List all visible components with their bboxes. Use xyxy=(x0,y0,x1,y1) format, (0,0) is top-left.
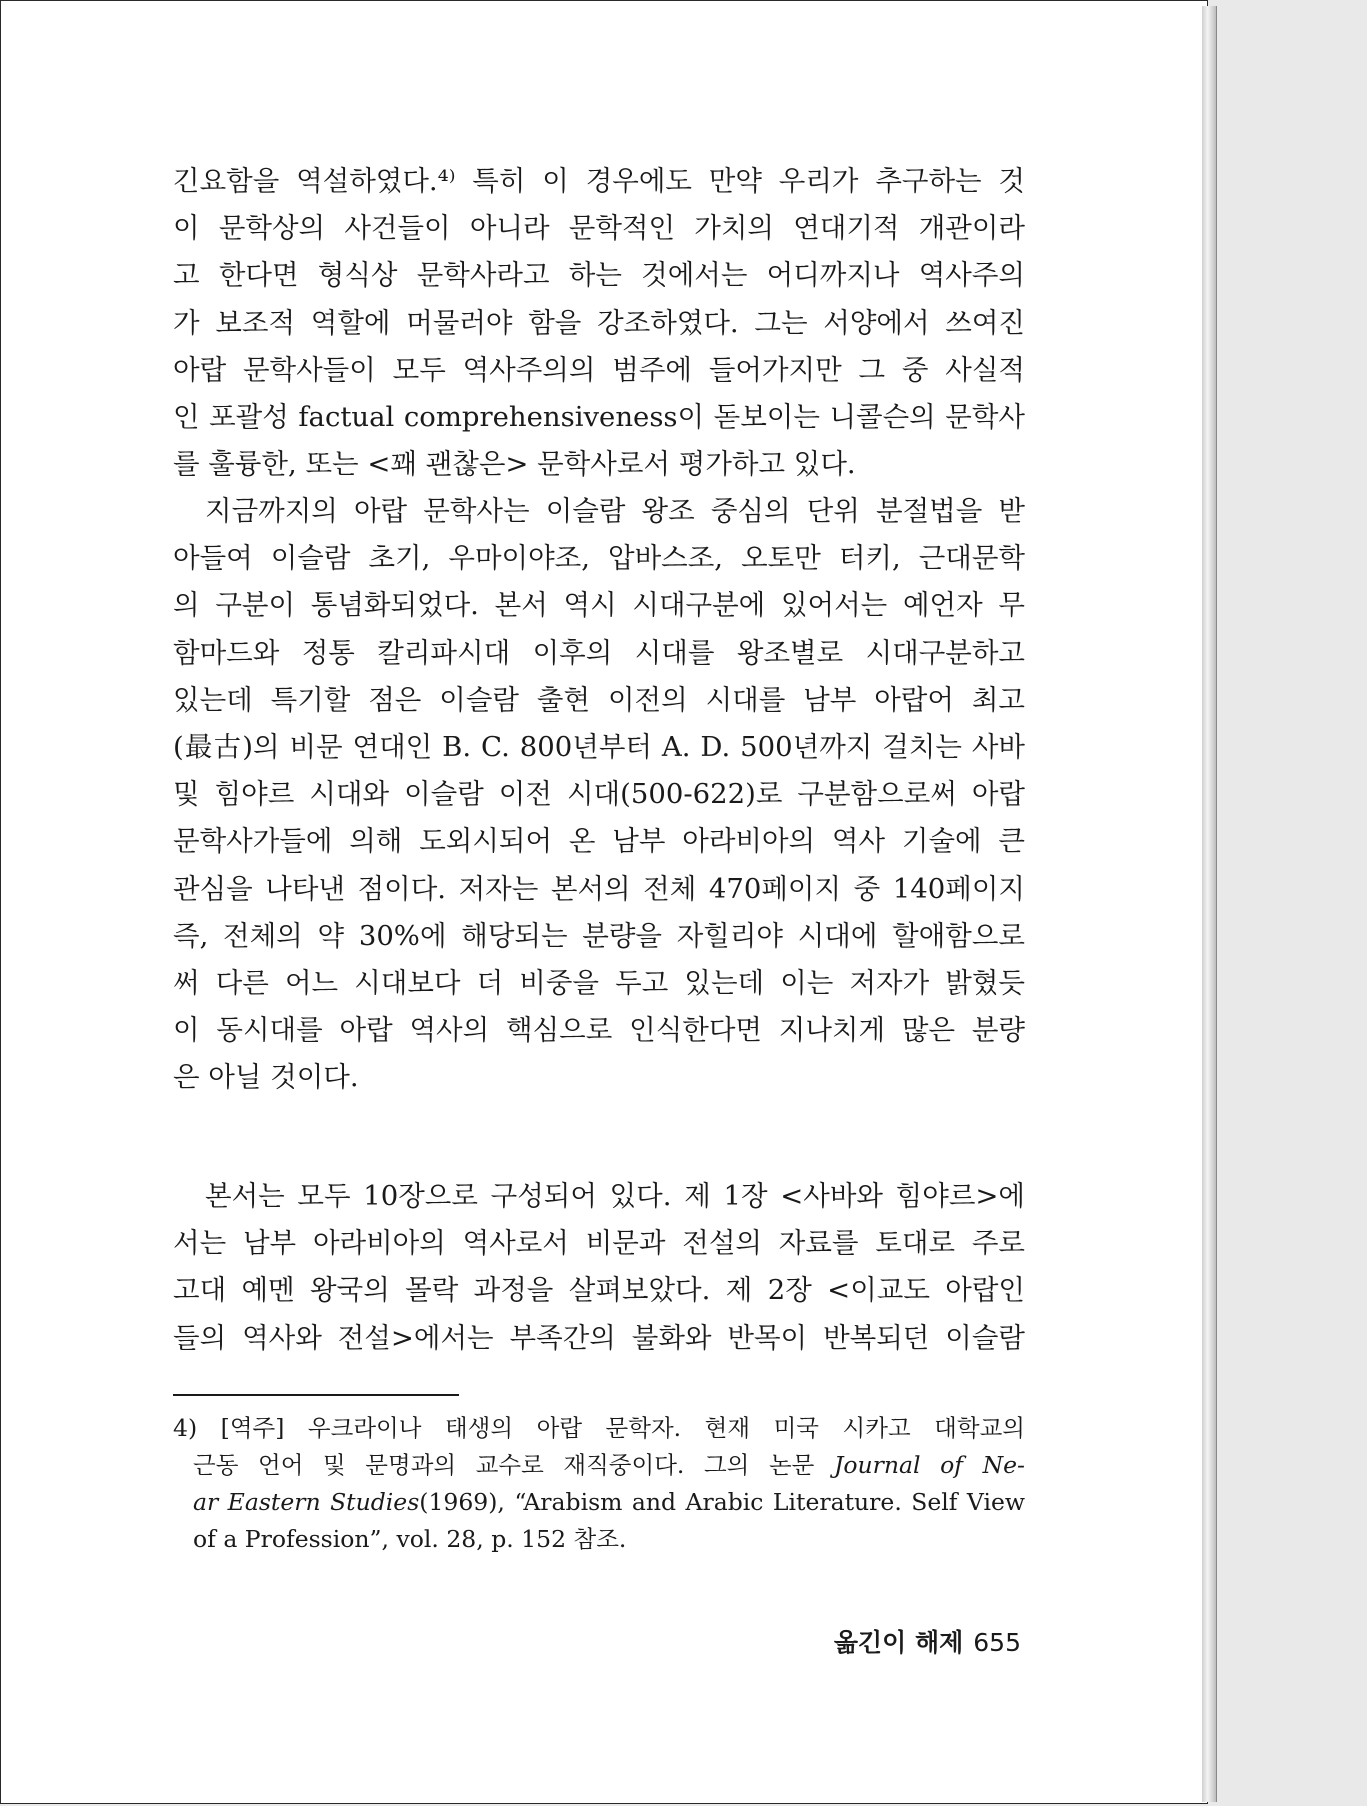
text-line: 가 보조적 역할에 머물러야 함을 강조하였다. 그는 서양에서 쓰여진 xyxy=(173,306,1025,339)
text-line: 있는데 특기할 점은 이슬람 출현 이전의 시대를 남부 아랍어 최고 xyxy=(173,683,1025,716)
footnote-line: of a Profession”, vol. 28, p. 152 참조. xyxy=(193,1525,627,1553)
section-title: 옮긴이 해제 xyxy=(833,1628,964,1657)
text-line: 긴요함을 역설하였다.⁴⁾ 특히 이 경우에도 만약 우리가 추구하는 것 xyxy=(173,165,1025,197)
page-number: 655 xyxy=(973,1628,1021,1657)
footnote-line xyxy=(173,1447,1025,1484)
text-line: 이 문학상의 사건들이 아니라 문학적인 가치의 연대기적 개관이라 xyxy=(173,212,1025,245)
journal-title: Journal of Ne- xyxy=(833,1451,1025,1479)
text-line: 고 한다면 형식상 문학사라고 하는 것에서는 어디까지나 역사주의 xyxy=(173,259,1025,292)
text-line: 함마드와 정통 칼리파시대 이후의 시대를 왕조별로 시대구분하고 xyxy=(173,636,1025,669)
text-line: 써 다른 어느 시대보다 더 비중을 두고 있는데 이는 저자가 밝혔듯 xyxy=(173,966,1025,999)
text-line: 문학사가들에 의해 도외시되어 온 남부 아라비아의 역사 기술에 큰 xyxy=(173,825,1025,858)
paragraph-3 xyxy=(173,1173,1025,1362)
footnote-line: 4) [역주] 우크라이나 태생의 아랍 문학자. 현재 미국 시카고 대학교의 xyxy=(173,1414,1025,1442)
footnote-text: (1969), “Arabism and Arabic Literature. Self View xyxy=(419,1488,1025,1516)
footnote-line xyxy=(173,1484,1025,1521)
journal-title: ar Eastern Studies xyxy=(193,1488,420,1516)
text-line: (最古)의 비문 연대인 B. C. 800년부터 A. D. 500년까지 걸치는 사바 xyxy=(173,730,1025,763)
text-line: 및 힘야르 시대와 이슬람 이전 시대(500-622)로 구분함으로써 아랍 xyxy=(173,778,1025,811)
text-line: 지금까지의 아랍 문학사는 이슬람 왕조 중심의 단위 분절법을 받 xyxy=(205,495,1025,527)
paragraph-2 xyxy=(173,488,1025,1101)
text-line: 를 훌륭한, 또는 <꽤 괜찮은> 문학사로서 평가하고 있다. xyxy=(173,448,856,481)
text-line: 은 아닐 것이다. xyxy=(173,1061,359,1094)
text-line: 고대 예멘 왕국의 몰락 과정을 살펴보았다. 제 2장 <이교도 아랍인 xyxy=(173,1274,1025,1307)
text-line: 들의 역사와 전설>에서는 부족간의 불화와 반목이 반복되던 이슬람 xyxy=(173,1321,1025,1354)
text-line: 즉, 전체의 약 30%에 해당되는 분량을 자힐리야 시대에 할애함으로 xyxy=(173,919,1025,952)
text-line: 인 포괄성 factual comprehensiveness이 돋보이는 니콜슨의 문학사 xyxy=(173,400,1025,433)
text-line: 의 구분이 통념화되었다. 본서 역시 시대구분에 있어서는 예언자 무 xyxy=(173,589,1025,622)
running-footer xyxy=(834,1628,1021,1658)
footnote-divider xyxy=(173,1394,459,1396)
paragraph-1 xyxy=(173,158,1025,488)
text-line: 이 동시대를 아랍 역사의 핵심으로 인식한다면 지나치게 많은 분량 xyxy=(173,1014,1025,1047)
text-line: 아들여 이슬람 초기, 우마이야조, 압바스조, 오토만 터키, 근대문학 xyxy=(173,542,1025,575)
text-line: 본서는 모두 10장으로 구성되어 있다. 제 1장 <사바와 힘야르>에 xyxy=(205,1180,1025,1212)
page-edge xyxy=(1202,6,1217,1802)
text-line: 서는 남부 아라비아의 역사로서 비문과 전설의 자료를 토대로 주로 xyxy=(173,1227,1025,1260)
text-line: 아랍 문학사들이 모두 역사주의의 범주에 들어가지만 그 중 사실적 xyxy=(173,353,1025,386)
footnote-text: 근동 언어 및 문명과의 교수로 재직중이다. 그의 논문 xyxy=(193,1451,834,1479)
footnote xyxy=(173,1410,1025,1558)
text-line: 관심을 나타낸 점이다. 저자는 본서의 전체 470페이지 중 140페이지 xyxy=(173,872,1025,905)
